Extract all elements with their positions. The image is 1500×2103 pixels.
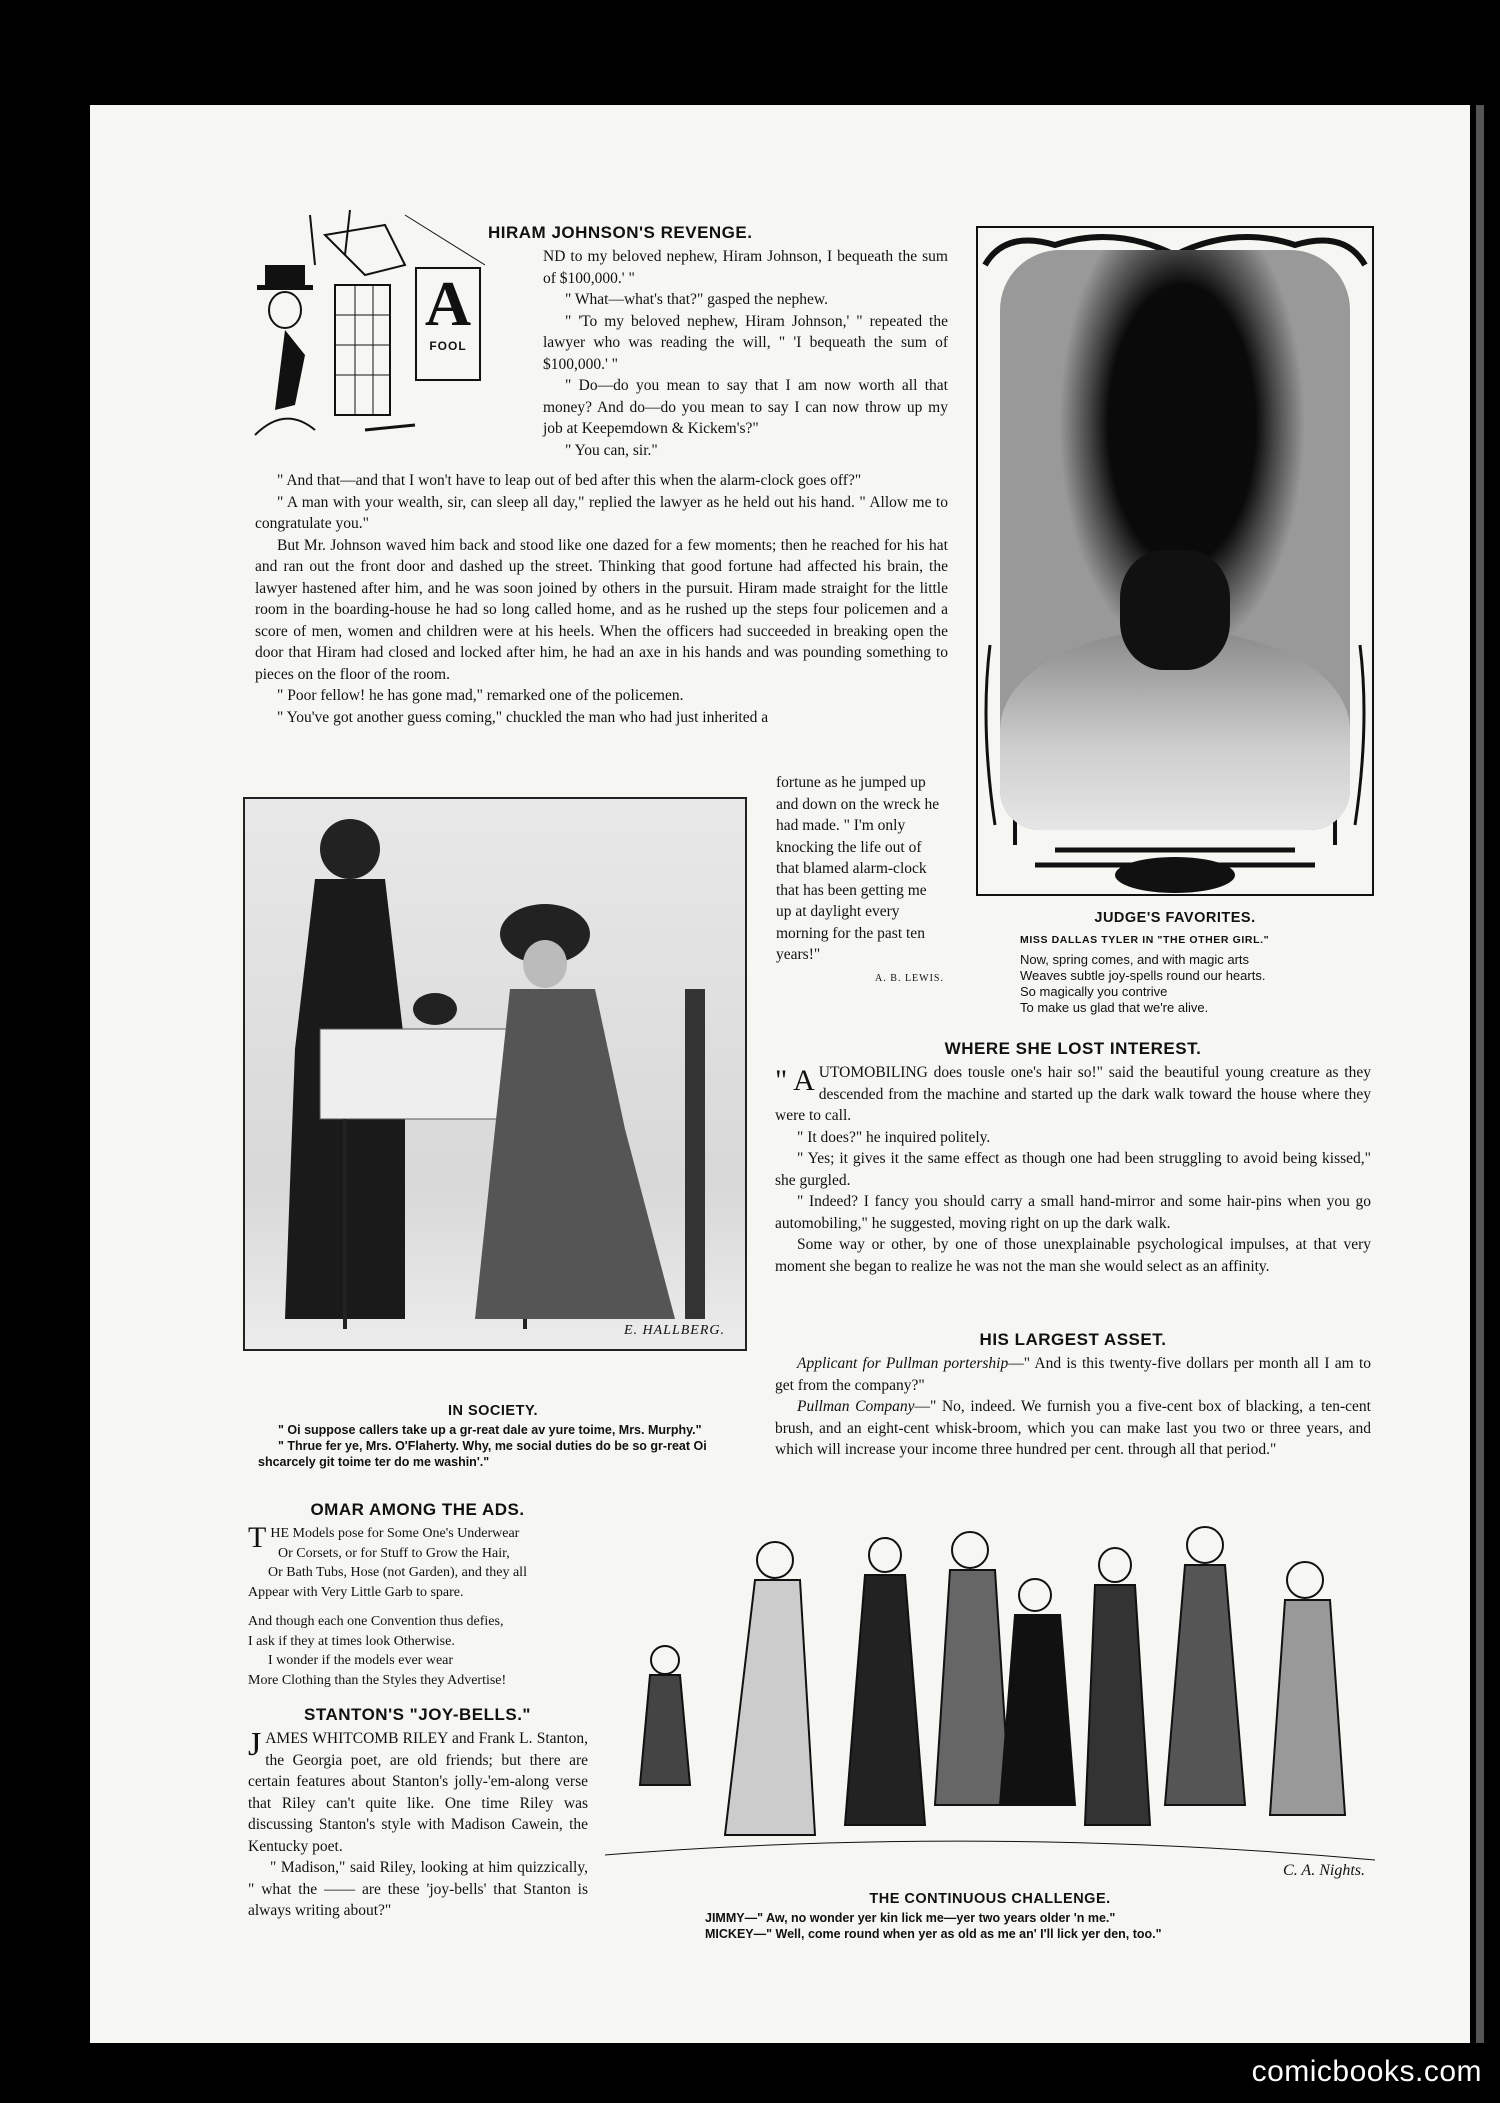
hiram-paragraph: " You can, sir." <box>565 441 658 459</box>
omar-line: And though each one Convention thus defies, <box>248 1614 504 1629</box>
omar-verse <box>248 1521 593 1690</box>
asset-speaker: Applicant for Pullman portership <box>797 1355 1009 1372</box>
fool-sign <box>415 267 481 381</box>
hiram-title <box>488 223 958 243</box>
challenge-speaker: MICKEY <box>705 1927 754 1941</box>
asset-body <box>775 1353 1371 1461</box>
judge-caption: JUDGE'S FAVORITES. <box>1094 910 1256 926</box>
interest-paragraph: Some way or other, by one of those unexplainable psychological impulses, at that very moment she began to realize he was not the man she would select as an affinity. <box>775 1236 1371 1275</box>
interest-paragraph: " It does?" he inquired politely. <box>797 1128 991 1146</box>
hiram-paragraph: " Do—do you mean to say that I am now worth all that money? And do—do you mean to say I can now throw up my job at Keepemdown & Kickem's?" <box>543 377 948 437</box>
hiram-paragraph: " And that—and that I won't have to leap out of bed after this when the alarm-clock goes off?" <box>277 472 862 489</box>
street-boys-cartoon-icon <box>605 1505 1375 1890</box>
fool-sign-word: FOOL <box>429 339 467 353</box>
hiram-column-top <box>543 246 948 461</box>
judge-verse <box>1020 952 1370 1016</box>
society-line: " Thrue fer ye, Mrs. O'Flaherty. Why, me social duties do be so gr-reat Oi shcarcely git toime ter do me washin'." <box>258 1439 707 1469</box>
challenge-caption: THE CONTINUOUS CHALLENGE. <box>869 1891 1111 1907</box>
hiram-column-main <box>255 470 948 728</box>
judge-subtitle: MISS DALLAS TYLER IN "THE OTHER GIRL." <box>1020 934 1270 946</box>
asset-line: —" No, indeed. We furnish you a five-cent box of blacking, a ten-cent brush, and an eight-cent whisk-broom, which you can make last you two or three years, and which will increase your income three hundred per cent. through all that period." <box>775 1398 1371 1458</box>
hiram-column-narrow <box>776 772 944 989</box>
omar-line: HE Models pose for Some One's Underwear <box>270 1526 520 1541</box>
stanton-paragraph: AMES WHITCOMB RILEY and Frank L. Stanton, the Georgia poet, are old friends; but there are certain features about Stanton's jolly-'em-along verse that Riley can't quite like. One time Riley was discussing Stanton's style with Madison Cawein, the Kentucky poet. <box>248 1730 588 1855</box>
hiram-paragraph: ND to my beloved nephew, Hiram Johnson, I bequeath the sum of $100,000.' " <box>543 248 948 287</box>
hiram-author: A. B. LEWIS. <box>875 972 944 984</box>
asset-heading: HIS LARGEST ASSET. <box>979 1330 1167 1349</box>
stanton-dropcap: J <box>248 1726 262 1763</box>
hiram-paragraph: " Poor fellow! he has gone mad," remarked one of the policemen. <box>277 687 684 704</box>
omar-line: Or Corsets, or for Stuff to Grow the Hair, <box>278 1545 510 1561</box>
asset-title-wrap <box>775 1330 1371 1350</box>
omar-line: Appear with Very Little Garb to spare. <box>248 1584 464 1600</box>
stanton-heading: STANTON'S "JOY-BELLS." <box>303 1705 531 1724</box>
society-illustration <box>243 797 747 1351</box>
page-edge <box>1476 105 1484 2043</box>
interest-paragraph: UTOMOBILING does tousle one's hair so!" said the beautiful young creature as they descended from the machine and started up the dark walk toward the house where they were to call. <box>775 1064 1371 1124</box>
interest-body <box>775 1062 1371 1277</box>
challenge-dialogue <box>705 1910 1365 1942</box>
hiram-paragraph: fortune as he jumped up and down on the wreck he had made. " I'm only knocking the life out of that blamed alarm-clock that has been getting me up at daylight every morning for the past ten years!" <box>776 774 940 963</box>
society-caption: IN SOCIETY. <box>447 1403 539 1419</box>
hiram-paragraph: " A man with your wealth, sir, can sleep all day," replied the lawyer as he held out his hand. " Allow me to congratulate you." <box>255 493 948 532</box>
hiram-paragraph: But Mr. Johnson waved him back and stood like one dazed for a few moments; then he reached for his hat and ran out the front door and dashed up the street. Thinking that good fortune had affected his brain, the lawyer hastened after him, and he was soon joined by others in the pursuit. Hiram made straight for the little room in the boarding-house he had so long called home, and as he rushed up the steps four policemen and a score of men, women and children were at his heels. When the officers had succeeded in breaking open the door that Hiram had closed and locked after him, he had an axe in his hands and was pounding something to pieces on the floor of the room. <box>255 536 948 683</box>
asset-speaker: Pullman Company <box>797 1398 915 1415</box>
fool-sign-letter: A <box>424 268 472 339</box>
portrait-frame <box>975 225 1375 897</box>
omar-line: Or Bath Tubs, Hose (not Garden), and they all <box>268 1565 527 1580</box>
verse-line: Now, spring comes, and with magic arts <box>1020 952 1250 967</box>
interest-paragraph: " Indeed? I fancy you should carry a small hand-mirror and some hair-pins when you go automobiling," he suggested, moving right on up the dark walk. <box>775 1193 1371 1232</box>
hiram-paragraph: " What—what's that?" gasped the nephew. <box>565 291 828 308</box>
site-watermark: comicbooks.com <box>1251 2055 1482 2088</box>
society-line: " Oi suppose callers take up a gr-reat dale av yure toime, Mrs. Murphy." <box>278 1423 702 1437</box>
omar-heading: OMAR AMONG THE ADS. <box>310 1500 525 1519</box>
hiram-heading: HIRAM JOHNSON'S REVENGE. <box>488 223 753 242</box>
stanton-body <box>248 1728 588 1922</box>
interest-paragraph: " Yes; it gives it the same effect as though one had been struggling to avoid being kissed," she gurgled. <box>775 1150 1371 1189</box>
hiram-paragraph: " You've got another guess coming," chuckled the man who had just inherited a <box>277 708 769 726</box>
challenge-line: —" Aw, no wonder yer kin lick me—yer two years older 'n me." <box>744 1911 1116 1925</box>
verse-line: So magically you contrive <box>1020 984 1168 999</box>
interest-heading: WHERE SHE LOST INTEREST. <box>944 1039 1202 1058</box>
challenge-artist: C. A. Nights. <box>1283 1862 1365 1879</box>
omar-line: More Clothing than the Styles they Advertise! <box>248 1672 507 1688</box>
verse-line: To make us glad that we're alive. <box>1020 1000 1209 1015</box>
society-artist: E. HALLBERG. <box>623 1323 725 1338</box>
portrait-photo <box>1000 250 1350 830</box>
hiram-illustration <box>245 205 485 445</box>
omar-title-wrap <box>245 1500 590 1520</box>
challenge-speaker: JIMMY <box>705 1911 745 1925</box>
verse-line: Weaves subtle joy-spells round our hearts. <box>1020 968 1266 983</box>
challenge-illustration <box>605 1505 1375 1890</box>
omar-line: I ask if they at times look Otherwise. <box>248 1633 455 1649</box>
stanton-paragraph: " Madison," said Riley, looking at him quizzically, " what the —— are these 'joy-bells' that Stanton is always writing about?" <box>248 1859 588 1919</box>
omar-line: I wonder if the models ever wear <box>268 1653 454 1668</box>
interest-dropcap: " A <box>775 1064 815 1097</box>
challenge-line: —" Well, come round when yer as old as me an' I'll lick yer den, too." <box>753 1927 1162 1941</box>
omar-dropcap: T <box>248 1521 267 1554</box>
society-dialogue <box>258 1422 738 1470</box>
interest-title-wrap <box>775 1039 1371 1059</box>
asset-line: —" And is this twenty-five dollars per month all I am to get from the company?" <box>775 1355 1372 1394</box>
tea-scene-icon <box>245 799 745 1349</box>
hiram-paragraph: " 'To my beloved nephew, Hiram Johnson,' " repeated the lawyer who was reading the will, " 'I bequeath the sum of $100,000.' " <box>543 312 948 373</box>
stanton-title-wrap <box>245 1705 590 1725</box>
